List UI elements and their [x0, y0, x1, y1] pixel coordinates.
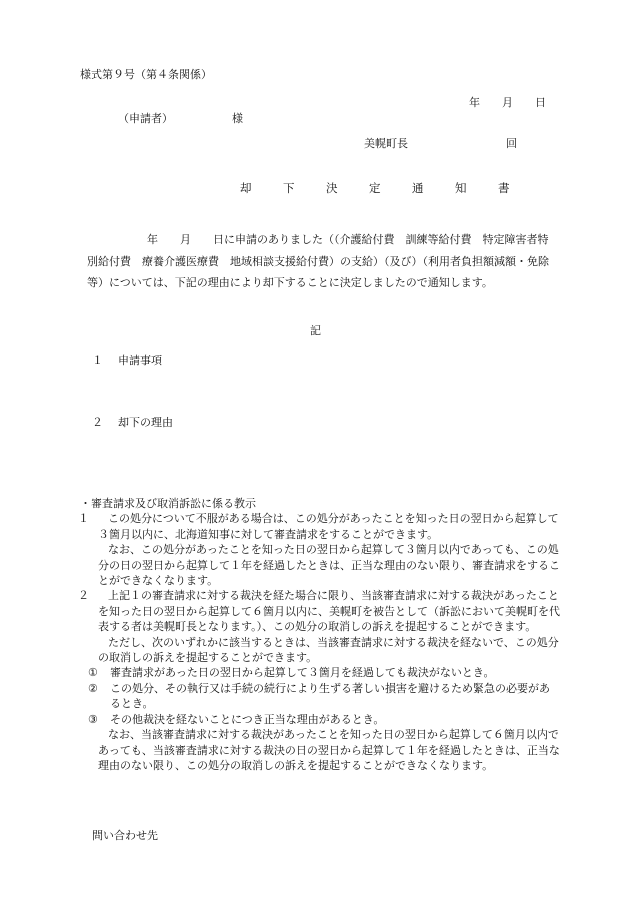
form-number: 様式第９号（第４条関係） [80, 68, 212, 81]
notice-item-2 [78, 588, 560, 634]
notice-item-1-note: なお、この処分があったことを知った日の翌日から起算して３箇月以内であっても、この処分の日の翌日から起算して１年を経過したときは、正当な理由のない限り、審査請求をすることができなくなります。 [98, 543, 560, 588]
applicant-label: （申請者） [118, 112, 173, 125]
notice-item-1-number: １ [78, 512, 89, 526]
appeal-notice [78, 496, 560, 773]
item1-label: 申請事項 [118, 354, 162, 367]
issuer-name: 美幌町長 [364, 137, 408, 150]
notice-item-2-number: ２ [78, 589, 89, 603]
document-title: 却 下 決 定 通 知 書 [240, 181, 520, 195]
item2-number: ２ [92, 416, 103, 429]
condition-2-mark: ② [88, 681, 98, 695]
date-line: 年 月 日 [469, 96, 546, 109]
item1-number: １ [92, 354, 103, 367]
item2-label: 却下の理由 [118, 416, 173, 429]
condition-2-text: この処分、その執行又は手続の続行により生ずる著しい損害を避けるため緊急の必要があるとき。 [110, 681, 550, 711]
condition-2 [78, 681, 560, 712]
notice-closing: なお、当該審査請求に対する裁決があったことを知った日の翌日から起算して６箇月以内であっても、当該審査請求に対する裁決の日の翌日から起算して１年を経過したときは、正当な理由のない限り、この処分の取消しの訴えを提起することができなくなります。 [98, 728, 560, 772]
ki-label: 記 [310, 324, 321, 337]
condition-3 [78, 712, 560, 727]
seal-mark: 回 [506, 137, 517, 150]
notice-heading: ・審査請求及び取消訴訟に係る教示 [80, 497, 256, 510]
condition-3-text: その他裁決を経ないことにつき正当な理由があるとき。 [110, 712, 385, 726]
contact-label: 問い合わせ先 [92, 829, 158, 842]
condition-1 [78, 665, 560, 680]
notice-item-1-text: この処分について不服がある場合は、この処分があったことを知った日の翌日から起算して３箇月以内に、北海道知事に対して審査請求をすることができます。 [98, 512, 559, 541]
condition-1-text: 審査請求があった日の翌日から起算して３箇月を経過しても裁決がないとき。 [110, 666, 495, 680]
body-paragraph: 年 月 日に申請のありました（（介護給付費 訓練等給付費 特定障害者特別給付費 療養介護医療費 地域相談支援給付費）の支給）（及び）（利用者負担額減額・免除等）については、下記の理由により却下することに決定しましたので通知します。 [87, 233, 549, 289]
notice-item-2-text: 上記１の審査請求に対する裁決を経た場合に限り、当該審査請求に対する裁決があったことを知った日の翌日から起算して６箇月以内に、美幌町を被告として（訴訟において美幌町を代表する者は美幌町長となります。）、この処分の取消しの訴えを提起することができます。 [98, 589, 560, 634]
condition-1-mark: ① [88, 666, 98, 680]
applicant-suffix: 様 [232, 112, 243, 125]
notice-item-2-note: ただし、次のいずれかに該当するときは、当該審査請求に対する裁決を経ないで、この処分の取消しの訴えを提起することができます。 [98, 635, 559, 665]
notice-item-1 [78, 511, 560, 542]
condition-3-mark: ③ [88, 712, 98, 726]
